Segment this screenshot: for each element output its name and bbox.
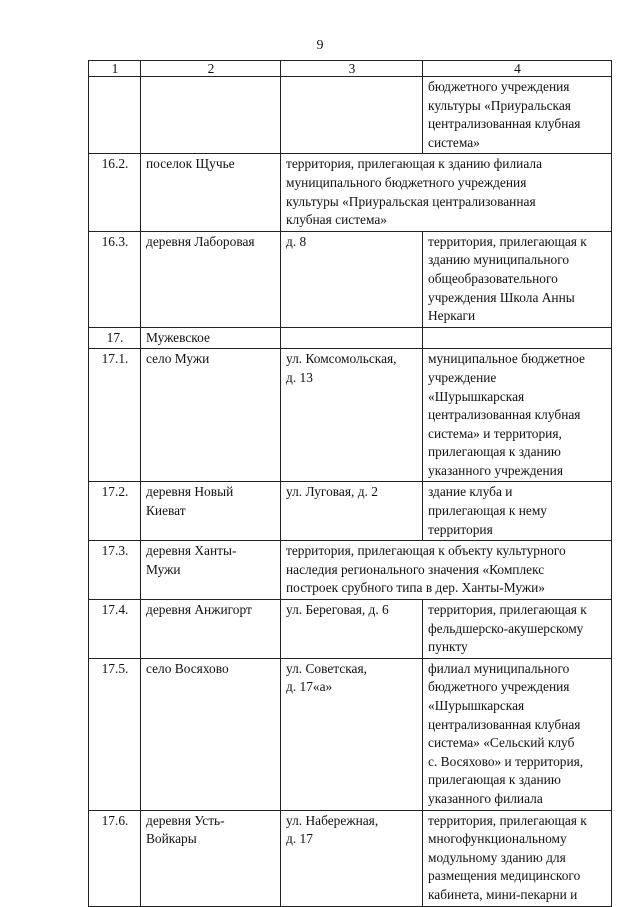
description-cell: здание клуба и прилегающая к нему территория xyxy=(423,482,612,541)
description-cell: территория, прилегающая к фельдшерско-акушерскому пункту xyxy=(423,600,612,659)
row-number-cell: 17.3. xyxy=(89,541,141,600)
address-cell: ул. Луговая, д. 2 xyxy=(281,482,423,541)
row-number-cell: 17.5. xyxy=(89,658,141,810)
row-number-cell: 16.3. xyxy=(89,231,141,327)
table-row xyxy=(89,349,612,482)
description-cell: филиал муниципального бюджетного учреждения «Шурышкарская централизованная клубная система» «Сельский клуб с. Восяхово» и территория, прилегающая к зданию указанного филиала xyxy=(423,658,612,810)
row-number-cell: 17.6. xyxy=(89,810,141,906)
table-row xyxy=(89,154,612,231)
address-cell xyxy=(281,327,423,349)
table-row xyxy=(89,77,612,154)
row-number-cell: 17.1. xyxy=(89,349,141,482)
header-cell-2: 2 xyxy=(141,61,281,77)
place-cell: деревня Ханты- Мужи xyxy=(141,541,281,600)
address-cell: ул. Советская, д. 17«а» xyxy=(281,658,423,810)
header-cell-4: 4 xyxy=(423,61,612,77)
table-row xyxy=(89,231,612,327)
place-cell: поселок Щучье xyxy=(141,154,281,231)
address-cell xyxy=(281,77,423,154)
place-cell xyxy=(141,77,281,154)
table-row xyxy=(89,600,612,659)
merged-description-cell: территория, прилегающая к объекту культурного наследия регионального значения «Комплекс построек срубного типа в дер. Ханты-Мужи» xyxy=(281,541,612,600)
place-cell: деревня Усть- Войкары xyxy=(141,810,281,906)
place-cell: село Мужи xyxy=(141,349,281,482)
row-number-cell: 17.2. xyxy=(89,482,141,541)
description-cell xyxy=(423,327,612,349)
address-cell: ул. Набережная, д. 17 xyxy=(281,810,423,906)
place-cell: деревня Новый Киеват xyxy=(141,482,281,541)
table-row xyxy=(89,482,612,541)
place-cell: село Восяхово xyxy=(141,658,281,810)
page-number: 9 xyxy=(316,38,324,53)
section-row xyxy=(89,327,612,349)
place-cell: деревня Анжигорт xyxy=(141,600,281,659)
header-cell-3: 3 xyxy=(281,61,423,77)
description-cell: территория, прилегающая к зданию муниципального общеобразовательного учреждения Школа Анны Неркаги xyxy=(423,231,612,327)
address-cell: д. 8 xyxy=(281,231,423,327)
table-header-row xyxy=(89,61,612,77)
place-cell: деревня Лаборовая xyxy=(141,231,281,327)
table-row xyxy=(89,810,612,906)
address-cell: ул. Береговая, д. 6 xyxy=(281,600,423,659)
row-number-cell: 17.4. xyxy=(89,600,141,659)
row-number-cell xyxy=(89,77,141,154)
description-cell: бюджетного учреждения культуры «Приуральская централизованная клубная система» xyxy=(423,77,612,154)
document-table xyxy=(88,60,612,907)
header-cell-1: 1 xyxy=(89,61,141,77)
merged-description-cell: территория, прилегающая к зданию филиала муниципального бюджетного учреждения культуры «Приуральская централизованная клубная система» xyxy=(281,154,612,231)
table-row xyxy=(89,541,612,600)
section-title-cell: Мужевское xyxy=(141,327,281,349)
description-cell: территория, прилегающая к многофункциональному модульному зданию для размещения медицинского кабинета, мини-пекарни и xyxy=(423,810,612,906)
address-cell: ул. Комсомольская, д. 13 xyxy=(281,349,423,482)
description-cell: муниципальное бюджетное учреждение «Шурышкарская централизованная клубная система» и территория, прилегающая к зданию указанного учреждения xyxy=(423,349,612,482)
row-number-cell: 16.2. xyxy=(89,154,141,231)
table-row xyxy=(89,658,612,810)
row-number-cell: 17. xyxy=(89,327,141,349)
